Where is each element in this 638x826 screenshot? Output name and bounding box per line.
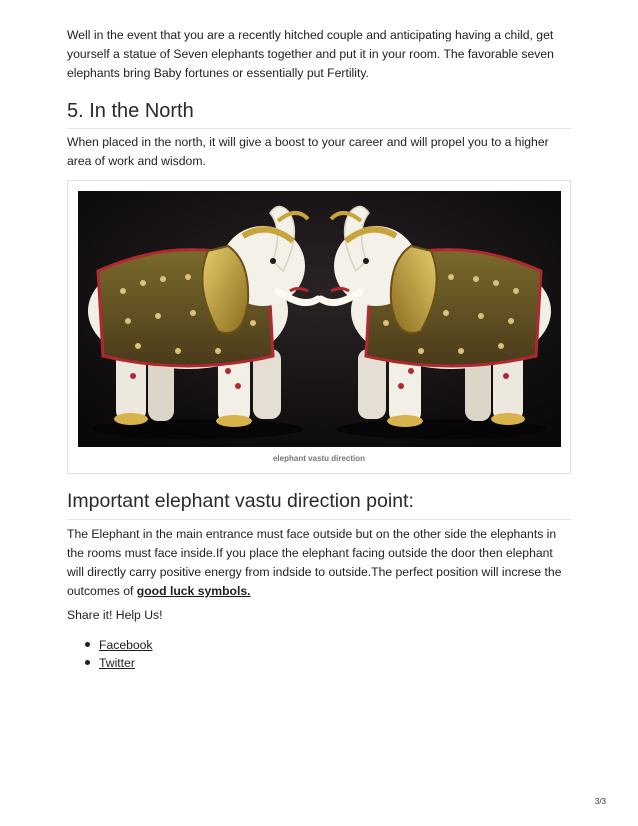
share-prompt: Share it! Help Us!	[67, 608, 163, 622]
heading-divider	[67, 519, 571, 520]
facebook-link[interactable]: Facebook	[99, 638, 153, 652]
list-item	[85, 654, 153, 672]
image-caption: elephant vastu direction	[272, 454, 366, 463]
good-luck-symbols-link[interactable]: good luck symbols.	[136, 584, 251, 598]
section-heading-direction-point: Important elephant vastu direction point:	[67, 490, 414, 512]
direction-point-paragraph	[67, 525, 571, 601]
section-heading-north: 5. In the North	[67, 100, 194, 122]
twitter-link[interactable]: Twitter	[99, 656, 135, 670]
elephant-statues-illustration	[78, 191, 561, 447]
intro-paragraph: Well in the event that you are a recently hitched couple and anticipating having a child, get yourself a statue of Seven elephants together and put it in your room. The favorable seven elephants bring Baby fortunes or essentially put Fertility.	[67, 28, 554, 80]
list-item	[85, 636, 153, 654]
bullet-icon	[85, 642, 90, 647]
north-paragraph: When placed in the north, it will give a boost to your career and will propel you to a higher area of work and wisdom.	[67, 135, 549, 168]
direction-point-text: The Elephant in the main entrance must face outside but on the other side the elephants in the rooms must face inside.If you place the elephant facing outside the door then elephant will directly carry positive energy from indside to outside.The perfect position will increse the outcomes of	[67, 527, 562, 598]
bullet-icon	[85, 660, 90, 665]
social-links-list	[85, 636, 153, 672]
page-number: 3/3	[594, 797, 606, 806]
heading-divider	[67, 128, 571, 129]
image-figure	[67, 180, 571, 474]
elephant-statues-photo	[78, 191, 561, 447]
